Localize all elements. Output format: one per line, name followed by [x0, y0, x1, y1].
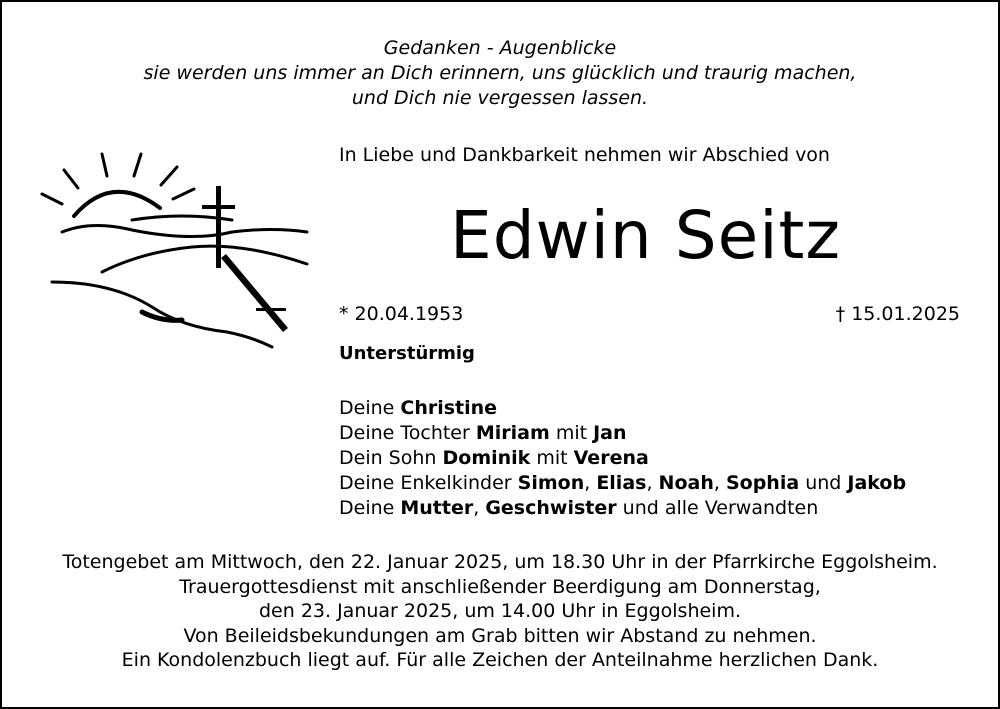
- mourner-name: Miriam: [475, 422, 550, 444]
- poem-line: und Dich nie vergessen lassen.: [351, 87, 649, 109]
- mourner-line: [339, 446, 906, 471]
- text: Deine: [339, 497, 401, 519]
- mourner-name: Elias: [596, 472, 647, 494]
- text: Deine Enkelkinder: [339, 472, 518, 494]
- mourner-line: [339, 396, 906, 421]
- mourner-name: Noah: [658, 472, 714, 494]
- mourner-line: [339, 471, 906, 496]
- text: Dein Sohn: [339, 447, 443, 469]
- text: und alle Verwandten: [616, 497, 819, 519]
- text: mit: [549, 422, 594, 444]
- mourner-name: Geschwister: [485, 497, 617, 519]
- deceased-name: Edwin Seitz: [450, 197, 842, 274]
- mourners-list: [339, 396, 906, 521]
- farewell-intro: In Liebe und Dankbarkeit nehmen wir Abschied von: [339, 144, 830, 166]
- text: ,: [713, 472, 726, 494]
- text: ,: [473, 497, 486, 519]
- mourner-name: Dominik: [442, 447, 531, 469]
- service-notice: [2, 550, 998, 673]
- text: mit: [530, 447, 574, 469]
- birth-date: * 20.04.1953: [339, 303, 464, 325]
- mourner-name: Jakob: [847, 472, 907, 494]
- notice-line: Totengebet am Mittwoch, den 22. Januar 2025, um 18.30 Uhr in der Pfarrkirche Eggolsheim.: [62, 551, 938, 573]
- notice-line: den 23. Januar 2025, um 14.00 Uhr in Eggolsheim.: [258, 600, 741, 622]
- text: ,: [646, 472, 659, 494]
- text: Deine Tochter: [339, 422, 476, 444]
- mourner-name: Mutter: [400, 497, 474, 519]
- mourner-name: Sophia: [725, 472, 800, 494]
- mourner-line: [339, 421, 906, 446]
- mourner-name: Verena: [573, 447, 649, 469]
- poem: [2, 36, 998, 111]
- mourner-name: Jan: [593, 422, 627, 444]
- notice-line: Von Beileidsbekundungen am Grab bitten wir Abstand zu nehmen.: [183, 624, 817, 647]
- mourner-name: Christine: [400, 397, 498, 419]
- hometown: Unterstürmig: [339, 343, 475, 364]
- sunset-hills-cross-icon: [32, 142, 322, 362]
- text: Deine: [339, 397, 401, 419]
- mourner-line: [339, 496, 906, 521]
- notice-line: Trauergottesdienst mit anschließender Beerdigung am Donnerstag,: [179, 575, 821, 598]
- text: ,: [584, 472, 597, 494]
- death-date: † 15.01.2025: [835, 303, 960, 325]
- text: und: [799, 472, 848, 494]
- poem-line: sie werden uns immer an Dich erinnern, uns glücklich und traurig machen,: [143, 62, 857, 84]
- notice-line: Ein Kondolenzbuch liegt auf. Für alle Zeichen der Anteilnahme herzlichen Dank.: [121, 649, 879, 671]
- mourner-name: Simon: [517, 472, 585, 494]
- poem-line: Gedanken - Augenblicke: [383, 37, 617, 59]
